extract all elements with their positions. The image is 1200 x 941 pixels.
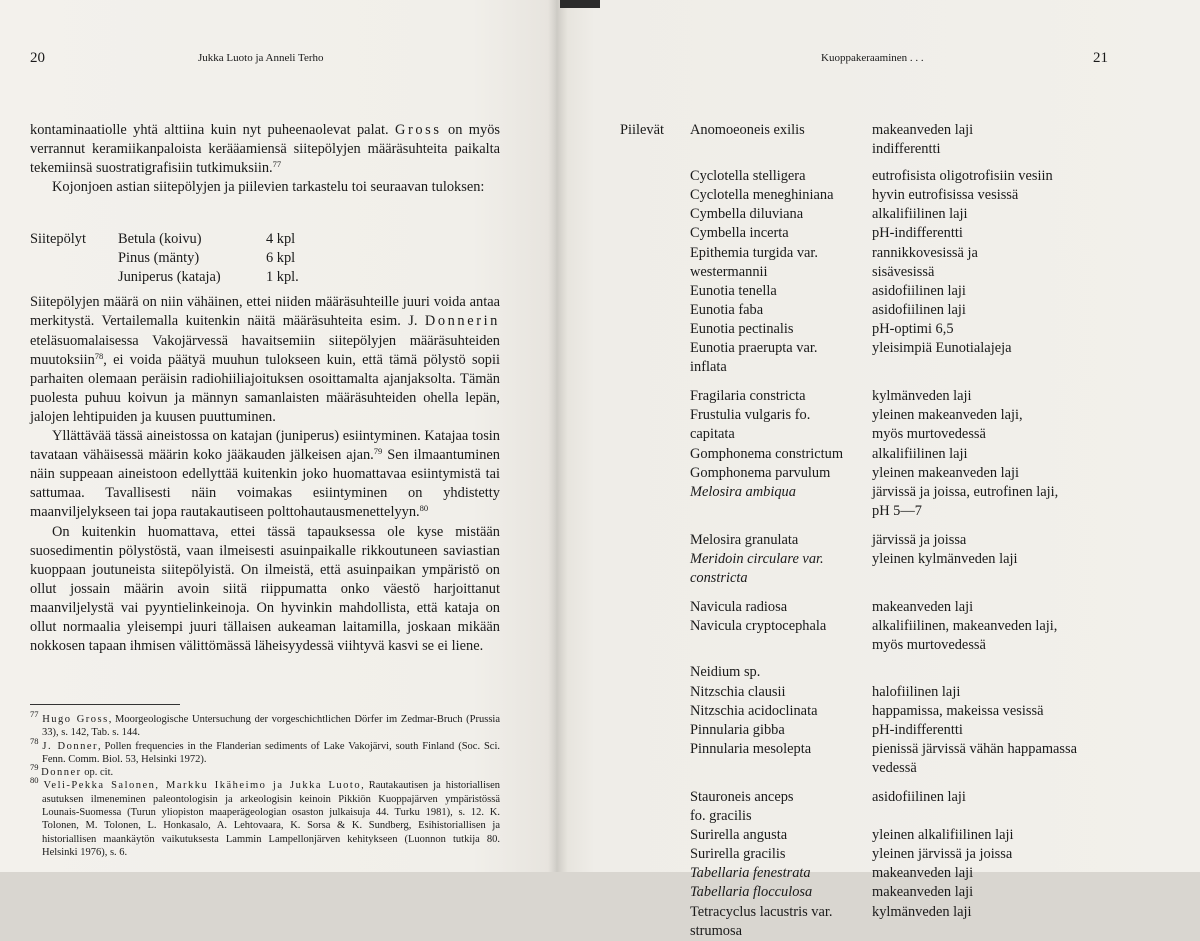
diatom-name: Surirella gracilis [690, 846, 786, 863]
list-item [620, 663, 1180, 682]
table-row [30, 268, 299, 287]
diatom-name: capitata [690, 426, 735, 443]
diatom-name: Stauroneis anceps [690, 789, 794, 805]
list-item [620, 569, 1180, 588]
pollen-count: 6 kpl [266, 250, 296, 267]
list-item [620, 121, 1180, 140]
list-item [620, 903, 1180, 922]
list-item [620, 483, 1180, 502]
diatom-note [872, 807, 1180, 826]
diatom-note: makeanveden laji [872, 599, 974, 616]
diatom-note: pienissä järvissä vähän happamassa [872, 740, 1078, 757]
diatom-note: järvissä ja joissa, eutrofinen laji, [872, 483, 1059, 500]
diatom-name: Cymbella incerta [690, 225, 789, 242]
list-item [620, 683, 1180, 702]
page-number-right: 21 [1093, 50, 1108, 66]
list-item [620, 740, 1180, 759]
footnote-ref[interactable]: 77 [272, 159, 282, 170]
running-head-right: Kuoppakeraaminen . . . [821, 52, 924, 64]
diatom-name: Fragilaria constricta [690, 388, 806, 405]
diatom-note: kylmänveden laji [872, 388, 972, 405]
diatom-name: Epithemia turgida var. [690, 244, 819, 261]
list-item [620, 464, 1180, 483]
list-item [620, 358, 1180, 377]
diatom-note: pH 5—7 [872, 502, 922, 519]
diatom-note: yleinen järvissä ja joissa [872, 846, 1013, 863]
diatom-note: yleisimpiä Eunotialajeja [872, 340, 1012, 357]
diatom-name: Melosira ambiqua [690, 483, 796, 500]
diatom-name: Surirella angusta [690, 827, 788, 844]
diatom-note: makeanveden laji [872, 122, 974, 138]
diatom-name: strumosa [690, 922, 742, 939]
list-item [620, 244, 1180, 263]
author-name: Donnerin [424, 313, 500, 330]
list-item [620, 425, 1180, 444]
diatom-note: yleinen makeanveden laji, [872, 407, 1023, 424]
diatom-note: pH-indifferentti [872, 225, 963, 242]
pollen-count: 4 kpl [266, 231, 296, 247]
list-item [620, 205, 1180, 224]
diatom-note: pH-indifferentti [872, 721, 963, 738]
diatom-note: asidofiilinen laji [872, 282, 966, 299]
diatom-note [872, 663, 1180, 682]
diatom-name: Cyclotella meneghiniana [690, 187, 834, 204]
footnote-77: $^{77}$ Hugo Gross, Moorgeologische Untersuchung der vorgeschichtlichen Dörfer im Zedmar-Bruch (Prussia 33), s. 142, Tab. s. 144. [30, 709, 501, 739]
diatom-name: Eunotia faba [690, 301, 764, 318]
diatom-name: constricta [690, 570, 748, 587]
diatom-name [690, 140, 872, 159]
footnote-78: $^{78}$ J. Donner, Pollen frequencies in the Flanderian sediments of Lake Vakojärvi, south Finland (Soc. Sci. Fenn. Comm. Biol. 53, Helsinki 1972). [30, 735, 501, 765]
list-item [620, 702, 1180, 721]
diatom-name: Tetracyclus lacustris var. [690, 903, 833, 920]
list-item [620, 845, 1180, 864]
list-item [620, 636, 1180, 655]
diatom-note: halofiilinen laji [872, 683, 961, 700]
list-item [620, 339, 1180, 358]
footnote-divider [30, 704, 180, 705]
diatom-note: asidofiilinen laji [872, 789, 966, 805]
list-item [620, 788, 1180, 807]
diatom-note: sisävesissä [872, 263, 935, 280]
list-item [620, 263, 1180, 282]
diatom-note: vedessä [872, 759, 917, 776]
diatom-name: Eunotia tenella [690, 282, 777, 299]
paragraph-1: kontaminaatiolle yhtä alttiina kuin nyt puheenaolevat palat. Gross on myös verrannut keramiikanpaloista kerääamiensä siitepölyjen määräsuhteita paikalta tekemiinsä suostratigrafisiin tutkimuksiin.$^{77}$ [30, 122, 500, 177]
diatom-note: hyvin eutrofisissa vesissä [872, 187, 1019, 204]
table-row [30, 230, 299, 249]
list-item [620, 617, 1180, 636]
diatom-name: Pinnularia gibba [690, 721, 785, 738]
diatom-note: asidofiilinen laji [872, 301, 966, 318]
diatom-note: kylmänveden laji [872, 903, 972, 920]
list-item [620, 531, 1180, 550]
gutter-edge [560, 0, 600, 8]
page-number-left: 20 [30, 50, 45, 66]
diatom-note: pH-optimi 6,5 [872, 320, 954, 337]
list-item [620, 550, 1180, 569]
diatom-name: Navicula cryptocephala [690, 618, 827, 635]
diatom-name: Gomphonema constrictum [690, 445, 844, 462]
pollen-count: 1 kpl. [266, 269, 299, 286]
list-item [620, 721, 1180, 740]
diatom-name: Meridoin circulare var. [690, 550, 824, 567]
list-item [620, 406, 1180, 425]
diatom-name: Navicula radiosa [690, 599, 788, 616]
footnote-ref[interactable]: 80 [419, 503, 429, 514]
diatom-note: eutrofisista oligotrofisiin vesiin [872, 168, 1053, 185]
diatom-note: järvissä ja joissa [872, 531, 967, 548]
list-item [620, 186, 1180, 205]
pollen-table [30, 230, 299, 287]
diatom-note: alkalifiilinen laji [872, 206, 968, 223]
list-item [620, 598, 1180, 617]
diatom-name: Gomphonema parvulum [690, 464, 831, 481]
diatom-note: alkalifiilinen laji [872, 445, 968, 462]
diatom-name: Cymbella diluviana [690, 206, 804, 223]
list-item [620, 301, 1180, 320]
running-head-left: Jukka Luoto ja Anneli Terho [198, 52, 324, 64]
diatom-note: yleinen kylmänveden laji [872, 550, 1018, 567]
footnote-ref[interactable]: 79 [373, 446, 383, 457]
list-item [620, 320, 1180, 339]
diatom-name: Cyclotella stelligera [690, 168, 806, 185]
list-item [620, 167, 1180, 186]
diatom-note: rannikkovesissä ja [872, 244, 978, 261]
footnotes [30, 709, 501, 859]
body-text-left [30, 121, 500, 656]
diatom-note: indifferentti [872, 141, 941, 158]
diatom-note: yleinen makeanveden laji [872, 464, 1020, 481]
list-item [620, 387, 1180, 406]
diatom-note: yleinen alkalifiilinen laji [872, 827, 1014, 844]
author-name: Gross [394, 122, 442, 138]
footnote-ref[interactable]: 78 [94, 350, 104, 361]
list-item [620, 864, 1180, 883]
diatom-name: Pinnularia mesolepta [690, 740, 812, 757]
diatom-name: Tabellaria flocculosa [690, 884, 813, 901]
list-item [620, 224, 1180, 243]
diatom-name: Eunotia pectinalis [690, 320, 794, 337]
list-item [620, 807, 1180, 826]
list-item [620, 282, 1180, 301]
pollen-name: Betula (koivu) [118, 231, 202, 247]
diatom-name: westermannii [690, 263, 768, 280]
diatom-list [620, 121, 1180, 941]
pollen-label: Siitepölyt [30, 231, 86, 247]
pollen-name: Juniperus (kataja) [118, 269, 221, 286]
diatom-category: Piilevät [620, 122, 664, 138]
list-item [620, 502, 1180, 521]
diatom-name: Nitzschia acidoclinata [690, 702, 818, 719]
list-item [620, 883, 1180, 902]
list-item [620, 922, 1180, 941]
diatom-note [872, 569, 1180, 588]
paragraph-3: Siitepölyjen määrä on niin vähäinen, ettei niiden määräsuhteille juuri voida antaa merkitystä. Vertailemalla kuitenkin näitä määräsuhteita esim. J. Donnerin eteläsuomalaisessa Vakojärvessä havaitsemiin siitepölyjen määräsuhteiden muutoksiin$^{78}$, ei voida päätyä muuhun tulokseen kuin, että tämä pölystö sopii parhaiten olemaan peräisin radiohiiliajoituksen osoittamalta ajanjaksolta. Tämän puolesta puhuu koivun ja männyn samanlaisten määräsuhteiden ohella lepän, jalojen lehtipuiden ja kuusen puuttuminen. [30, 294, 500, 425]
list-item [620, 826, 1180, 845]
list-item [620, 759, 1180, 778]
diatom-note: myös murtovedessä [872, 637, 986, 654]
left-page [0, 0, 556, 872]
diatom-name: Anomoeoneis exilis [690, 122, 805, 138]
list-item [620, 445, 1180, 464]
diatom-name: Nitzschia clausii [690, 683, 786, 700]
diatom-name: Melosira granulata [690, 531, 799, 548]
footnote-79: $^{79}$ Donner op. cit. [30, 762, 114, 779]
diatom-note: alkalifiilinen, makeanveden laji, [872, 618, 1058, 635]
paragraph-2: Kojonjoen astian siitepölyjen ja piilevien tarkastelu toi seuraavan tuloksen: [52, 179, 485, 196]
diatom-name: Tabellaria fenestrata [690, 865, 811, 882]
pollen-name: Pinus (mänty) [118, 250, 200, 267]
diatom-note: myös murtovedessä [872, 426, 986, 443]
table-row [30, 249, 299, 268]
diatom-name [690, 502, 872, 521]
footnote-80: $^{80}$ Veli-Pekka Salonen, Markku Ikäheimo ja Jukka Luoto, Rautakautisen ja historiallisen asutuksen ilmeneminen paleontologisin ja arkeologisin keinoin Pikkiön Kuoppajärven ympäristössä Lounais-Suomessa (Turun yliopiston maaperägeologian osaston julkaisuja 44. Turku 1981), s. 12. K. Tolonen, M. Tolonen, L. Honkasalo, A. Lehtovaara, K. Sorsa & K. Sundberg, Esihistoriallisen ja historiallisen maankäytön vaikutuksesta Lammin Lampellonjärven kehitykseen (Luonnon tutkija 80. Helsinki 1976), s. 6. [30, 775, 501, 858]
diatom-note: makeanveden laji [872, 865, 974, 882]
diatom-name [690, 759, 872, 778]
diatom-name: inflata [690, 359, 727, 376]
diatom-name [690, 636, 872, 655]
diatom-name: Frustulia vulgaris fo. [690, 407, 811, 424]
diatom-note: happamissa, makeissa vesissä [872, 702, 1044, 719]
right-page [556, 0, 1200, 939]
diatom-name: Eunotia praerupta var. [690, 340, 818, 357]
diatom-note: makeanveden laji [872, 884, 974, 901]
diatom-name: Neidium sp. [690, 664, 761, 681]
diatom-name: fo. gracilis [690, 808, 752, 825]
diatom-note [872, 358, 1180, 377]
paragraph-4: Yllättävää tässä aineistossa on katajan (juniperus) esiintyminen. Katajaa tosin tavataan vähäisessä määrin koko jääkauden jälkeisen ajan.$^{79}$ Sen ilmaantuminen näin suppeaan aineistoon edellyttää kuitenkin joko huomattavaa esiintymistä tai sattumaa. Tavallisesti näin voimakas esiintyminen on yhdistetty maanviljelykseen tai jopa rautakautiseen polttohautausmenettelyyn.$^{80}$ [30, 428, 500, 521]
diatom-note [872, 922, 1180, 941]
list-item [620, 140, 1180, 159]
paragraph-5: On kuitenkin huomattava, ettei tässä tapauksessa ole kyse mistään suosedimentin pölystöstä, vaan ilmeisesti asuinpaikalle rikkoutuneen saviastian kuoppaan joutuneista siitepölyistä. On ilmeistä, että asuinpaikan ympäristö on ollut jossain määrin avoin siitä riippumatta onko väestö harjoittanut maanviljelystä vai pyyntielinkeinoja. On hyvinkin mahdollista, että kataja on ollut normaalia yleisempi juuri tällaisen aukeaman laitamilla, joskaan mikään nokkosen tapaan ihmisen välittömässä läheisyydessä viihtyvä kasvi se ei liene. [30, 523, 500, 655]
